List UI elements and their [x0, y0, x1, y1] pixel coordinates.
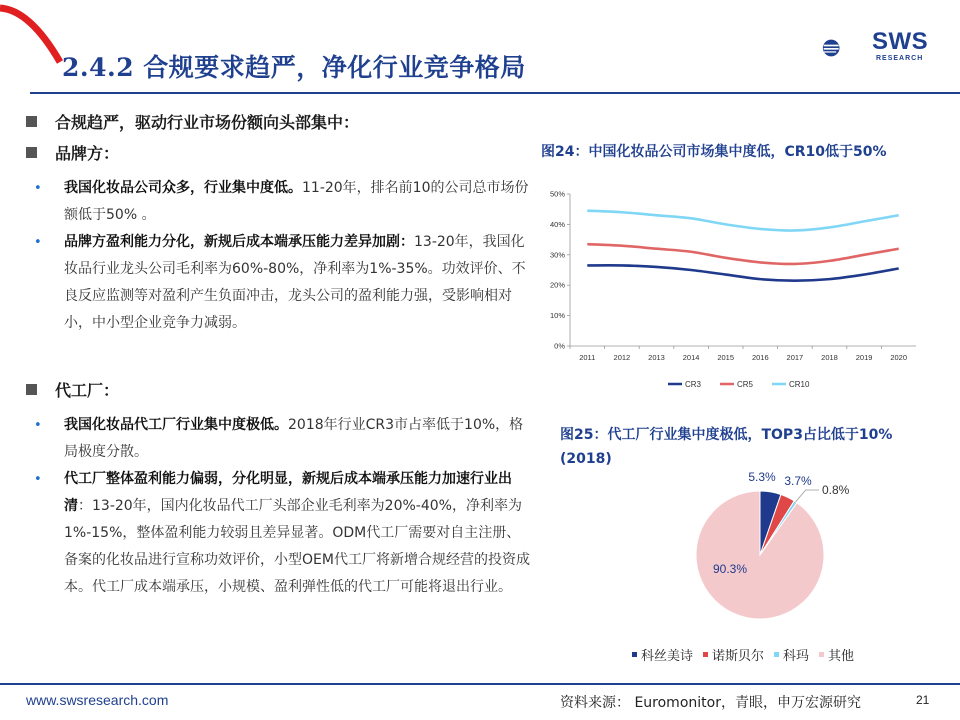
- x-tick-label: 2019: [855, 353, 873, 362]
- square-bullet-icon: [26, 147, 37, 158]
- pie-legend-item: [774, 645, 809, 664]
- list-item: [30, 412, 530, 466]
- legend-label: CR10: [789, 380, 810, 389]
- pie-legend-swatch: [632, 652, 637, 657]
- brand-heading: 品牌方：: [26, 141, 119, 164]
- pie-legend-label: 诺斯贝尔: [712, 649, 765, 664]
- y-tick-label: 50%: [549, 189, 565, 199]
- y-tick-label: 0%: [554, 341, 565, 351]
- pie-legend-label: 科丝美诗: [641, 649, 694, 664]
- x-tick-label: 2015: [717, 353, 735, 362]
- y-tick-label: 30%: [549, 250, 565, 260]
- fig25-title-line2: (2018): [560, 451, 612, 467]
- x-tick-label: 2016: [751, 353, 769, 362]
- pie-data-label: 3.7%: [784, 474, 812, 488]
- list-item: [30, 175, 530, 229]
- pie-legend-item: [819, 645, 854, 664]
- list-item: [30, 229, 530, 337]
- pie-legend-label: 科玛: [783, 649, 810, 664]
- footer-url-link[interactable]: www.swsresearch.com: [26, 692, 169, 708]
- y-tick-label: 40%: [549, 219, 565, 229]
- cr-line-chart: [540, 180, 930, 395]
- pie-legend-item: [632, 645, 693, 664]
- list-item: [30, 466, 530, 601]
- fig24-title: 图24：中国化妆品公司市场集中度低，CR10低于50%: [541, 144, 887, 160]
- legend-label: CR5: [737, 380, 754, 389]
- bullet-text: 11-20年，排名前10的公司总市场份额低于50% 。: [64, 180, 529, 223]
- bullet-bold-text: 我国化妆品代工厂行业集中度极低。: [64, 417, 288, 433]
- bullet-dot-icon: •: [34, 235, 42, 250]
- legend-label: CR3: [685, 380, 702, 389]
- y-tick-label: 20%: [549, 280, 565, 290]
- series-line-cr5: [587, 244, 898, 264]
- x-tick-label: 2014: [682, 353, 700, 362]
- bullet-text: 2018年行业CR3市占率低于10%，格局极度分散。: [64, 417, 524, 460]
- pie-legend-swatch: [703, 652, 708, 657]
- fig25-title: [560, 423, 892, 471]
- y-tick-label: 10%: [549, 311, 565, 321]
- pie-data-label: 90.3%: [712, 562, 748, 576]
- page-number: 21: [916, 693, 930, 707]
- fig25-title-line1: 图25：代工厂行业集中度极低，TOP3占比低于10%: [560, 427, 893, 443]
- brand-bullet-list: [30, 175, 530, 337]
- x-tick-label: 2013: [648, 353, 665, 362]
- x-tick-label: 2017: [786, 353, 804, 362]
- oem-share-pie-chart: [680, 465, 880, 635]
- bullet-text: 13-20年，我国化妆品行业龙头公司毛利率为60%-80%，净利率为1%-35%。功效评价、不良反应监测等对盈利产生负面冲击，龙头公司的盈利能力强，受影响相对小，中小型企业竞争力减弱。: [64, 234, 526, 331]
- bullet-bold-text: 品牌方盈利能力分化，新规后成本端承压能力差异加剧：: [64, 234, 414, 250]
- series-line-cr3: [587, 265, 898, 280]
- series-line-cr10: [587, 211, 898, 231]
- logo-subtext: RESEARCH: [876, 55, 924, 62]
- pie-legend-swatch: [819, 652, 824, 657]
- x-tick-label: 2011: [579, 353, 596, 362]
- pie-legend-label: 其他: [828, 649, 855, 664]
- footer-source: 资料来源： Euromonitor，青眼，申万宏源研究: [560, 695, 861, 711]
- pie-legend-item: [703, 645, 764, 664]
- sws-logo-icon: [822, 26, 872, 70]
- bullet-bold-text: 我国化妆品公司众多，行业集中度低。: [64, 180, 302, 196]
- pie-leader-line: [796, 490, 819, 502]
- pie-slice: [696, 491, 824, 619]
- bullet-dot-icon: •: [34, 472, 42, 487]
- oem-bullet-list: [30, 412, 530, 601]
- pie-legend-swatch: [774, 652, 779, 657]
- footer-divider: [0, 683, 960, 685]
- square-bullet-icon: [26, 384, 37, 395]
- logo-text: SWS: [872, 28, 929, 55]
- bullet-bold-text: 代工厂整体盈利能力偏弱，分化明显，新规后成本端承压能力加速行业出清: [64, 471, 512, 514]
- pie-data-label: 0.8%: [822, 483, 850, 497]
- x-tick-label: 2012: [613, 353, 631, 362]
- oem-heading: 代工厂：: [26, 378, 119, 401]
- bullet-text: ：13-20年，国内化妆品代工厂头部企业毛利率为20%-40%，净利率为1%-15%，整体盈利能力较弱且差异显著。ODM代工厂需要对自主注册、备案的化妆品进行宣称功效评价，小型OEM代工厂将新增合规经营的投资成本。代工厂成本端承压，小规模、盈利弹性低的代工厂可能将退出行业。: [64, 498, 530, 595]
- slide-title: 2.4.2 合规要求趋严，净化行业竞争格局: [62, 53, 526, 82]
- bullet-dot-icon: •: [34, 418, 42, 433]
- pie-data-label: 5.3%: [748, 470, 776, 484]
- section-heading: 合规趋严，驱动行业市场份额向头部集中：: [26, 110, 359, 133]
- x-tick-label: 2020: [890, 353, 908, 362]
- bullet-dot-icon: •: [34, 181, 42, 196]
- square-bullet-icon: [26, 116, 37, 127]
- pie-legend: [632, 645, 854, 664]
- x-tick-label: 2018: [821, 353, 838, 362]
- title-divider: [30, 92, 960, 94]
